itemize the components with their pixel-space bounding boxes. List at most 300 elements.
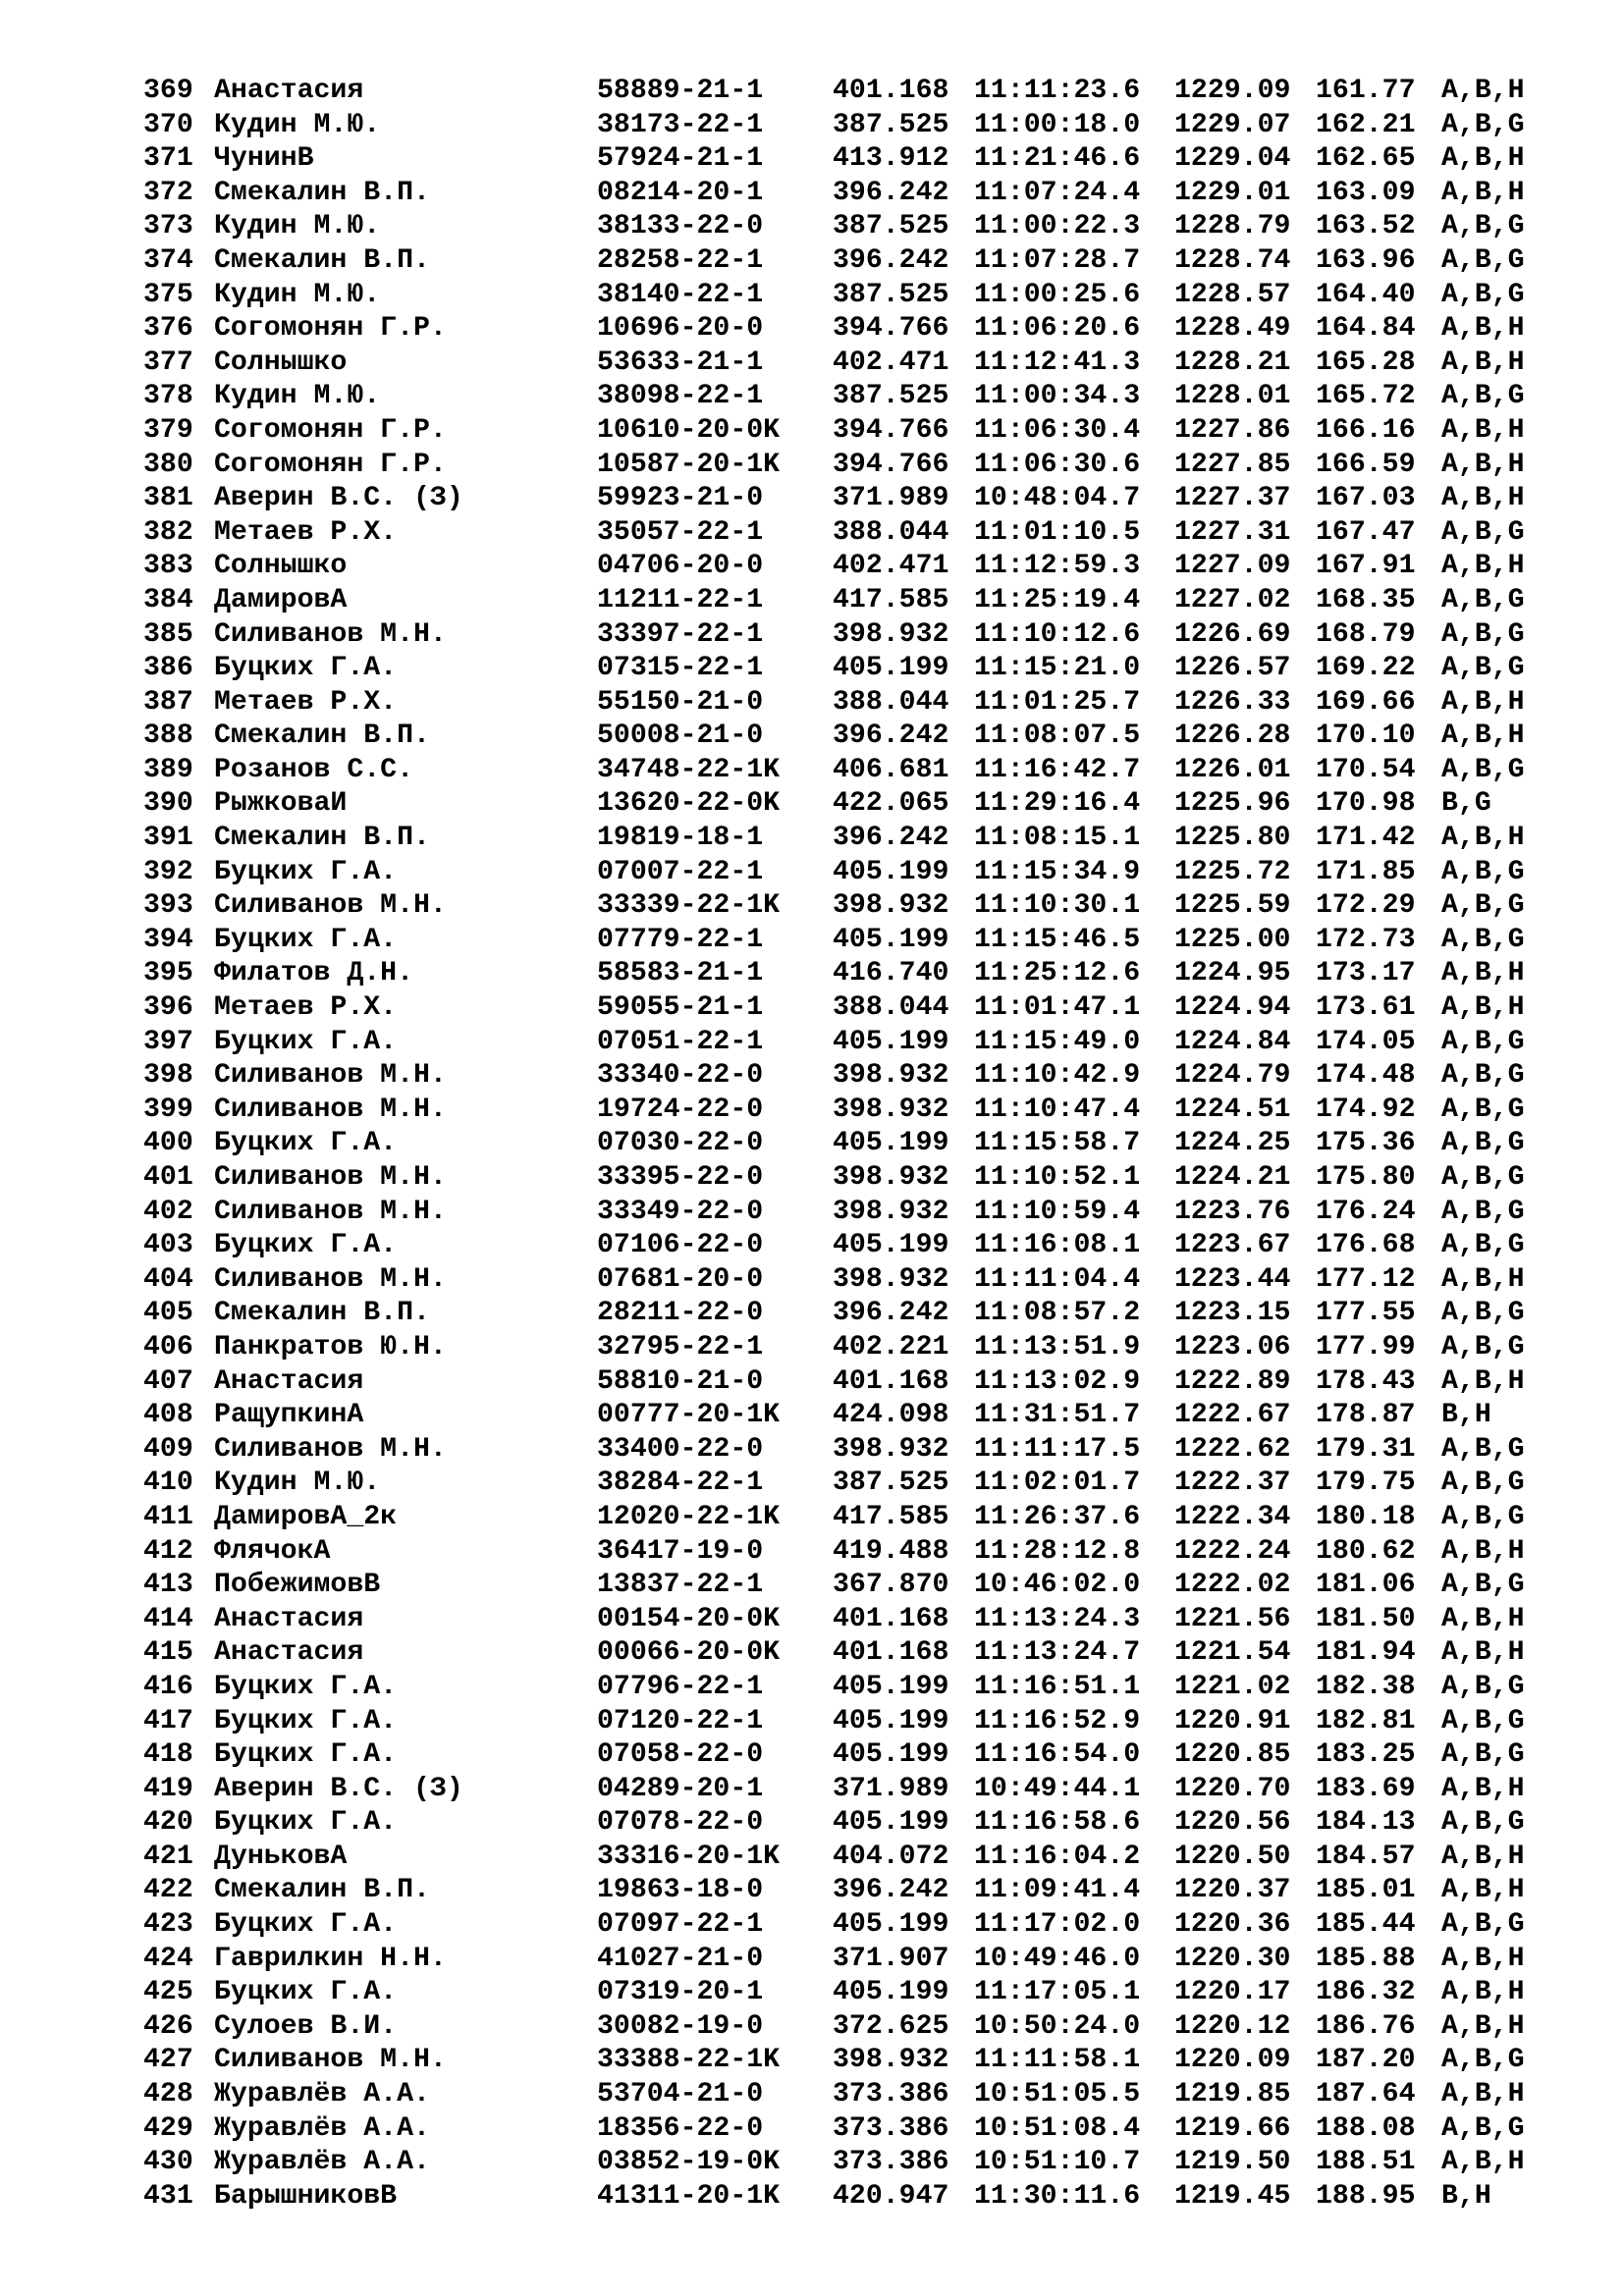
- participant-name: Буцких Г.А.: [214, 856, 398, 887]
- row-number: 429: [143, 2112, 193, 2144]
- participant-name: Кудин М.Ю.: [214, 109, 381, 140]
- speed-value: 1224.84: [1174, 1026, 1291, 1057]
- record-id: 53633-21-1: [597, 347, 764, 378]
- group-codes: A,B,H: [1441, 414, 1525, 446]
- row-number: 372: [143, 177, 193, 208]
- time-value: 10:48:04.7: [974, 483, 1141, 514]
- points-value: 164.40: [1316, 279, 1416, 310]
- speed-value: 1224.94: [1174, 992, 1291, 1024]
- time-value: 11:25:12.6: [974, 958, 1141, 989]
- distance-value: 396.242: [833, 1298, 949, 1329]
- speed-value: 1219.66: [1174, 2112, 1291, 2144]
- time-value: 10:51:08.4: [974, 2112, 1141, 2144]
- time-value: 11:16:51.1: [974, 1671, 1141, 1702]
- group-codes: A,B,G: [1441, 1739, 1525, 1771]
- record-id: 04289-20-1: [597, 1773, 764, 1804]
- speed-value: 1225.80: [1174, 823, 1291, 854]
- distance-value: 373.386: [833, 2112, 949, 2144]
- row-number: 404: [143, 1263, 193, 1295]
- time-value: 11:16:54.0: [974, 1739, 1141, 1771]
- time-value: 11:15:46.5: [974, 924, 1141, 955]
- record-id: 13837-22-1: [597, 1570, 764, 1601]
- time-value: 11:16:04.2: [974, 1841, 1141, 1872]
- speed-value: 1220.09: [1174, 2045, 1291, 2076]
- group-codes: A,B,G: [1441, 109, 1525, 140]
- speed-value: 1225.00: [1174, 924, 1291, 955]
- points-value: 176.68: [1316, 1230, 1416, 1261]
- participant-name: Буцких Г.А.: [214, 1739, 398, 1771]
- group-codes: A,B,H: [1441, 1603, 1525, 1634]
- distance-value: 405.199: [833, 1230, 949, 1261]
- participant-name: РащупкинА: [214, 1400, 364, 1431]
- row-number: 376: [143, 313, 193, 345]
- speed-value: 1223.06: [1174, 1331, 1291, 1362]
- distance-value: 371.907: [833, 1943, 949, 1974]
- points-value: 169.22: [1316, 653, 1416, 684]
- participant-name: Анастасия: [214, 76, 364, 106]
- speed-value: 1226.69: [1174, 618, 1291, 650]
- points-value: 177.55: [1316, 1298, 1416, 1329]
- distance-value: 405.199: [833, 1026, 949, 1057]
- row-number: 394: [143, 924, 193, 955]
- participant-name: Журавлёв А.А.: [214, 2079, 430, 2110]
- row-number: 384: [143, 584, 193, 615]
- group-codes: A,B,G: [1441, 1331, 1525, 1362]
- points-value: 185.01: [1316, 1875, 1416, 1906]
- record-id: 07051-22-1: [597, 1026, 764, 1057]
- row-number: 398: [143, 1060, 193, 1092]
- record-id: 55150-21-0: [597, 686, 764, 718]
- record-id: 33340-22-0: [597, 1060, 764, 1092]
- participant-name: Силиванов М.Н.: [214, 1196, 447, 1227]
- time-value: 11:00:18.0: [974, 109, 1141, 140]
- record-id: 07779-22-1: [597, 924, 764, 955]
- time-value: 11:12:41.3: [974, 347, 1141, 378]
- participant-name: Силиванов М.Н.: [214, 890, 447, 922]
- time-value: 11:11:04.4: [974, 1263, 1141, 1295]
- row-number: 380: [143, 449, 193, 480]
- record-id: 07681-20-0: [597, 1263, 764, 1295]
- distance-value: 406.681: [833, 754, 949, 785]
- group-codes: A,B,H: [1441, 313, 1525, 345]
- speed-value: 1220.85: [1174, 1739, 1291, 1771]
- group-codes: A,B,G: [1441, 1298, 1525, 1329]
- group-codes: A,B,H: [1441, 1977, 1525, 2008]
- participant-name: Журавлёв А.А.: [214, 2147, 430, 2178]
- row-number: 387: [143, 686, 193, 718]
- record-id: 10696-20-0: [597, 313, 764, 345]
- row-number: 416: [143, 1671, 193, 1702]
- record-id: 07315-22-1: [597, 653, 764, 684]
- group-codes: A,B,H: [1441, 2010, 1525, 2042]
- row-number: 428: [143, 2079, 193, 2110]
- record-id: 07319-20-1: [597, 1977, 764, 2008]
- distance-value: 394.766: [833, 449, 949, 480]
- points-value: 165.28: [1316, 347, 1416, 378]
- speed-value: 1223.15: [1174, 1298, 1291, 1329]
- points-value: 183.25: [1316, 1739, 1416, 1771]
- group-codes: A,B,H: [1441, 2079, 1525, 2110]
- time-value: 11:13:02.9: [974, 1365, 1141, 1397]
- points-value: 177.99: [1316, 1331, 1416, 1362]
- distance-value: 387.525: [833, 1468, 949, 1499]
- participant-name: ЧунинВ: [214, 143, 314, 175]
- points-value: 174.05: [1316, 1026, 1416, 1057]
- record-id: 08214-20-1: [597, 177, 764, 208]
- participant-name: Силиванов М.Н.: [214, 618, 447, 650]
- record-id: 33339-22-1K: [597, 890, 781, 922]
- participant-name: Буцких Г.А.: [214, 1807, 398, 1839]
- time-value: 11:00:22.3: [974, 211, 1141, 242]
- points-value: 182.81: [1316, 1705, 1416, 1736]
- record-id: 03852-19-0K: [597, 2147, 781, 2178]
- row-number: 407: [143, 1365, 193, 1397]
- points-value: 187.20: [1316, 2045, 1416, 2076]
- time-value: 11:08:15.1: [974, 823, 1141, 854]
- speed-value: 1224.79: [1174, 1060, 1291, 1092]
- record-id: 00154-20-0K: [597, 1603, 781, 1634]
- speed-value: 1229.07: [1174, 109, 1291, 140]
- time-value: 10:51:10.7: [974, 2147, 1141, 2178]
- participant-name: Аверин В.С. (З): [214, 483, 463, 514]
- points-value: 184.13: [1316, 1807, 1416, 1839]
- points-value: 175.80: [1316, 1162, 1416, 1193]
- distance-value: 417.585: [833, 584, 949, 615]
- time-value: 11:10:47.4: [974, 1094, 1141, 1125]
- row-number: 418: [143, 1739, 193, 1771]
- speed-value: 1220.17: [1174, 1977, 1291, 2008]
- speed-value: 1220.12: [1174, 2010, 1291, 2042]
- record-id: 38133-22-0: [597, 211, 764, 242]
- participant-name: Силиванов М.Н.: [214, 1263, 447, 1295]
- record-id: 07120-22-1: [597, 1705, 764, 1736]
- distance-value: 396.242: [833, 177, 949, 208]
- points-value: 178.87: [1316, 1400, 1416, 1431]
- record-id: 10587-20-1K: [597, 449, 781, 480]
- group-codes: A,B,H: [1441, 483, 1525, 514]
- speed-value: 1226.33: [1174, 686, 1291, 718]
- row-number: 381: [143, 483, 193, 514]
- points-value: 170.98: [1316, 788, 1416, 820]
- distance-value: 388.044: [833, 686, 949, 718]
- group-codes: A,B,H: [1441, 721, 1525, 752]
- record-id: 33388-22-1K: [597, 2045, 781, 2076]
- record-id: 41027-21-0: [597, 1943, 764, 1974]
- points-value: 186.76: [1316, 2010, 1416, 2042]
- time-value: 11:16:52.9: [974, 1705, 1141, 1736]
- distance-value: 396.242: [833, 1875, 949, 1906]
- distance-value: 398.932: [833, 2045, 949, 2076]
- group-codes: A,B,H: [1441, 1637, 1525, 1669]
- row-number: 417: [143, 1705, 193, 1736]
- time-value: 11:09:41.4: [974, 1875, 1141, 1906]
- group-codes: A,B,G: [1441, 1501, 1525, 1532]
- distance-value: 396.242: [833, 721, 949, 752]
- group-codes: A,B,G: [1441, 1128, 1525, 1159]
- distance-value: 405.199: [833, 1807, 949, 1839]
- record-id: 28258-22-1: [597, 244, 764, 276]
- group-codes: A,B,G: [1441, 1162, 1525, 1193]
- row-number: 390: [143, 788, 193, 820]
- points-value: 185.88: [1316, 1943, 1416, 1974]
- participant-name: Кудин М.Ю.: [214, 1468, 381, 1499]
- time-value: 11:00:34.3: [974, 381, 1141, 412]
- speed-value: 1222.37: [1174, 1468, 1291, 1499]
- distance-value: 401.168: [833, 76, 949, 106]
- speed-value: 1220.56: [1174, 1807, 1291, 1839]
- group-codes: A,B,G: [1441, 653, 1525, 684]
- time-value: 11:08:07.5: [974, 721, 1141, 752]
- row-number: 371: [143, 143, 193, 175]
- row-number: 389: [143, 754, 193, 785]
- row-number: 374: [143, 244, 193, 276]
- speed-value: 1229.04: [1174, 143, 1291, 175]
- points-value: 182.38: [1316, 1671, 1416, 1702]
- speed-value: 1227.31: [1174, 516, 1291, 548]
- group-codes: A,B,G: [1441, 1094, 1525, 1125]
- time-value: 11:06:30.6: [974, 449, 1141, 480]
- participant-name: Смекалин В.П.: [214, 1875, 430, 1906]
- distance-value: 398.932: [833, 1094, 949, 1125]
- participant-name: Согомонян Г.Р.: [214, 414, 447, 446]
- points-value: 174.48: [1316, 1060, 1416, 1092]
- record-id: 07097-22-1: [597, 1909, 764, 1941]
- record-id: 33349-22-0: [597, 1196, 764, 1227]
- record-id: 59055-21-1: [597, 992, 764, 1024]
- row-number: 422: [143, 1875, 193, 1906]
- participant-name: Анастасия: [214, 1365, 364, 1397]
- time-value: 11:08:57.2: [974, 1298, 1141, 1329]
- distance-value: 405.199: [833, 1909, 949, 1941]
- points-value: 178.43: [1316, 1365, 1416, 1397]
- group-codes: A,B,G: [1441, 1671, 1525, 1702]
- time-value: 11:15:58.7: [974, 1128, 1141, 1159]
- points-value: 181.06: [1316, 1570, 1416, 1601]
- participant-name: Метаев Р.Х.: [214, 516, 398, 548]
- participant-name: Силиванов М.Н.: [214, 2045, 447, 2076]
- group-codes: A,B,G: [1441, 1196, 1525, 1227]
- row-number: 375: [143, 279, 193, 310]
- distance-value: 398.932: [833, 890, 949, 922]
- points-value: 180.62: [1316, 1535, 1416, 1567]
- distance-value: 394.766: [833, 313, 949, 345]
- row-number: 411: [143, 1501, 193, 1532]
- group-codes: A,B,H: [1441, 958, 1525, 989]
- row-number: 391: [143, 823, 193, 854]
- speed-value: 1224.25: [1174, 1128, 1291, 1159]
- time-value: 11:31:51.7: [974, 1400, 1141, 1431]
- record-id: 07007-22-1: [597, 856, 764, 887]
- participant-name: Силиванов М.Н.: [214, 1060, 447, 1092]
- participant-name: Сулоев В.И.: [214, 2010, 398, 2042]
- row-number: 373: [143, 211, 193, 242]
- speed-value: 1223.76: [1174, 1196, 1291, 1227]
- points-value: 167.91: [1316, 551, 1416, 582]
- speed-value: 1224.21: [1174, 1162, 1291, 1193]
- time-value: 11:06:30.4: [974, 414, 1141, 446]
- points-value: 187.64: [1316, 2079, 1416, 2110]
- participant-name: Согомонян Г.Р.: [214, 449, 447, 480]
- record-id: 33395-22-0: [597, 1162, 764, 1193]
- speed-value: 1229.01: [1174, 177, 1291, 208]
- points-value: 162.21: [1316, 109, 1416, 140]
- participant-name: Анастасия: [214, 1637, 364, 1669]
- participant-name: ФлячокА: [214, 1535, 331, 1567]
- participant-name: Буцких Г.А.: [214, 1026, 398, 1057]
- distance-value: 388.044: [833, 516, 949, 548]
- points-value: 166.16: [1316, 414, 1416, 446]
- distance-value: 401.168: [833, 1365, 949, 1397]
- group-codes: B,H: [1441, 1400, 1491, 1431]
- participant-name: Силиванов М.Н.: [214, 1094, 447, 1125]
- row-number: 408: [143, 1400, 193, 1431]
- group-codes: A,B,H: [1441, 449, 1525, 480]
- speed-value: 1220.37: [1174, 1875, 1291, 1906]
- group-codes: A,B,G: [1441, 211, 1525, 242]
- group-codes: A,B,G: [1441, 584, 1525, 615]
- time-value: 11:01:10.5: [974, 516, 1141, 548]
- participant-name: Кудин М.Ю.: [214, 211, 381, 242]
- distance-value: 405.199: [833, 1128, 949, 1159]
- points-value: 167.03: [1316, 483, 1416, 514]
- speed-value: 1223.44: [1174, 1263, 1291, 1295]
- record-id: 07030-22-0: [597, 1128, 764, 1159]
- participant-name: Метаев Р.Х.: [214, 992, 398, 1024]
- group-codes: A,B,G: [1441, 1468, 1525, 1499]
- time-value: 11:15:21.0: [974, 653, 1141, 684]
- distance-value: 405.199: [833, 856, 949, 887]
- record-id: 10610-20-0K: [597, 414, 781, 446]
- participant-name: Буцких Г.А.: [214, 1909, 398, 1941]
- distance-value: 419.488: [833, 1535, 949, 1567]
- record-id: 34748-22-1K: [597, 754, 781, 785]
- record-id: 58810-21-0: [597, 1365, 764, 1397]
- record-id: 12020-22-1K: [597, 1501, 781, 1532]
- points-value: 170.10: [1316, 721, 1416, 752]
- time-value: 11:00:25.6: [974, 279, 1141, 310]
- participant-name: Силиванов М.Н.: [214, 1433, 447, 1465]
- row-number: 421: [143, 1841, 193, 1872]
- participant-name: Буцких Г.А.: [214, 1230, 398, 1261]
- group-codes: A,B,H: [1441, 551, 1525, 582]
- time-value: 10:49:46.0: [974, 1943, 1141, 1974]
- participant-name: РыжковаИ: [214, 788, 348, 820]
- speed-value: 1225.59: [1174, 890, 1291, 922]
- speed-value: 1220.70: [1174, 1773, 1291, 1804]
- distance-value: 387.525: [833, 109, 949, 140]
- points-value: 188.08: [1316, 2112, 1416, 2144]
- points-value: 161.77: [1316, 76, 1416, 106]
- speed-value: 1221.02: [1174, 1671, 1291, 1702]
- group-codes: A,B,H: [1441, 347, 1525, 378]
- group-codes: A,B,G: [1441, 381, 1525, 412]
- time-value: 11:16:42.7: [974, 754, 1141, 785]
- record-id: 41311-20-1K: [597, 2180, 781, 2212]
- speed-value: 1219.45: [1174, 2180, 1291, 2212]
- record-id: 28211-22-0: [597, 1298, 764, 1329]
- participant-name: Буцких Г.А.: [214, 924, 398, 955]
- record-id: 07078-22-0: [597, 1807, 764, 1839]
- group-codes: A,B,H: [1441, 686, 1525, 718]
- participant-name: Филатов Д.Н.: [214, 958, 413, 989]
- speed-value: 1229.09: [1174, 76, 1291, 106]
- record-id: 36417-19-0: [597, 1535, 764, 1567]
- speed-value: 1222.02: [1174, 1570, 1291, 1601]
- participant-name: Смекалин В.П.: [214, 823, 430, 854]
- speed-value: 1221.54: [1174, 1637, 1291, 1669]
- distance-value: 373.386: [833, 2079, 949, 2110]
- time-value: 11:02:01.7: [974, 1468, 1141, 1499]
- row-number: 414: [143, 1603, 193, 1634]
- group-codes: A,B,H: [1441, 2147, 1525, 2178]
- group-codes: A,B,H: [1441, 823, 1525, 854]
- points-value: 168.79: [1316, 618, 1416, 650]
- points-value: 173.61: [1316, 992, 1416, 1024]
- time-value: 11:01:25.7: [974, 686, 1141, 718]
- time-value: 10:51:05.5: [974, 2079, 1141, 2110]
- speed-value: 1220.36: [1174, 1909, 1291, 1941]
- row-number: 397: [143, 1026, 193, 1057]
- row-number: 405: [143, 1298, 193, 1329]
- row-number: 378: [143, 381, 193, 412]
- points-value: 162.65: [1316, 143, 1416, 175]
- participant-name: Солнышко: [214, 551, 348, 582]
- time-value: 10:50:24.0: [974, 2010, 1141, 2042]
- distance-value: 402.471: [833, 551, 949, 582]
- distance-value: 402.221: [833, 1331, 949, 1362]
- points-value: 165.72: [1316, 381, 1416, 412]
- time-value: 11:16:08.1: [974, 1230, 1141, 1261]
- participant-name: Согомонян Г.Р.: [214, 313, 447, 345]
- participant-name: Анастасия: [214, 1603, 364, 1634]
- time-value: 11:06:20.6: [974, 313, 1141, 345]
- group-codes: A,B,G: [1441, 516, 1525, 548]
- group-codes: A,B,H: [1441, 1841, 1525, 1872]
- record-id: 38098-22-1: [597, 381, 764, 412]
- participant-name: Метаев Р.Х.: [214, 686, 398, 718]
- group-codes: A,B,H: [1441, 1535, 1525, 1567]
- time-value: 11:17:05.1: [974, 1977, 1141, 2008]
- speed-value: 1227.02: [1174, 584, 1291, 615]
- distance-value: 405.199: [833, 1739, 949, 1771]
- points-value: 188.51: [1316, 2147, 1416, 2178]
- points-value: 172.29: [1316, 890, 1416, 922]
- distance-value: 371.989: [833, 1773, 949, 1804]
- participant-name: Гаврилкин Н.Н.: [214, 1943, 447, 1974]
- record-id: 07796-22-1: [597, 1671, 764, 1702]
- distance-value: 387.525: [833, 211, 949, 242]
- distance-value: 388.044: [833, 992, 949, 1024]
- participant-name: Буцких Г.А.: [214, 1977, 398, 2008]
- distance-value: 398.932: [833, 618, 949, 650]
- speed-value: 1225.72: [1174, 856, 1291, 887]
- group-codes: B,H: [1441, 2180, 1491, 2212]
- speed-value: 1228.74: [1174, 244, 1291, 276]
- distance-value: 387.525: [833, 279, 949, 310]
- time-value: 11:07:24.4: [974, 177, 1141, 208]
- speed-value: 1228.01: [1174, 381, 1291, 412]
- row-number: 401: [143, 1162, 193, 1193]
- points-value: 163.96: [1316, 244, 1416, 276]
- participant-name: Силиванов М.Н.: [214, 1162, 447, 1193]
- row-number: 413: [143, 1570, 193, 1601]
- row-number: 388: [143, 721, 193, 752]
- row-number: 410: [143, 1468, 193, 1499]
- group-codes: A,B,H: [1441, 992, 1525, 1024]
- record-id: 32795-22-1: [597, 1331, 764, 1362]
- speed-value: 1222.24: [1174, 1535, 1291, 1567]
- group-codes: A,B,G: [1441, 754, 1525, 785]
